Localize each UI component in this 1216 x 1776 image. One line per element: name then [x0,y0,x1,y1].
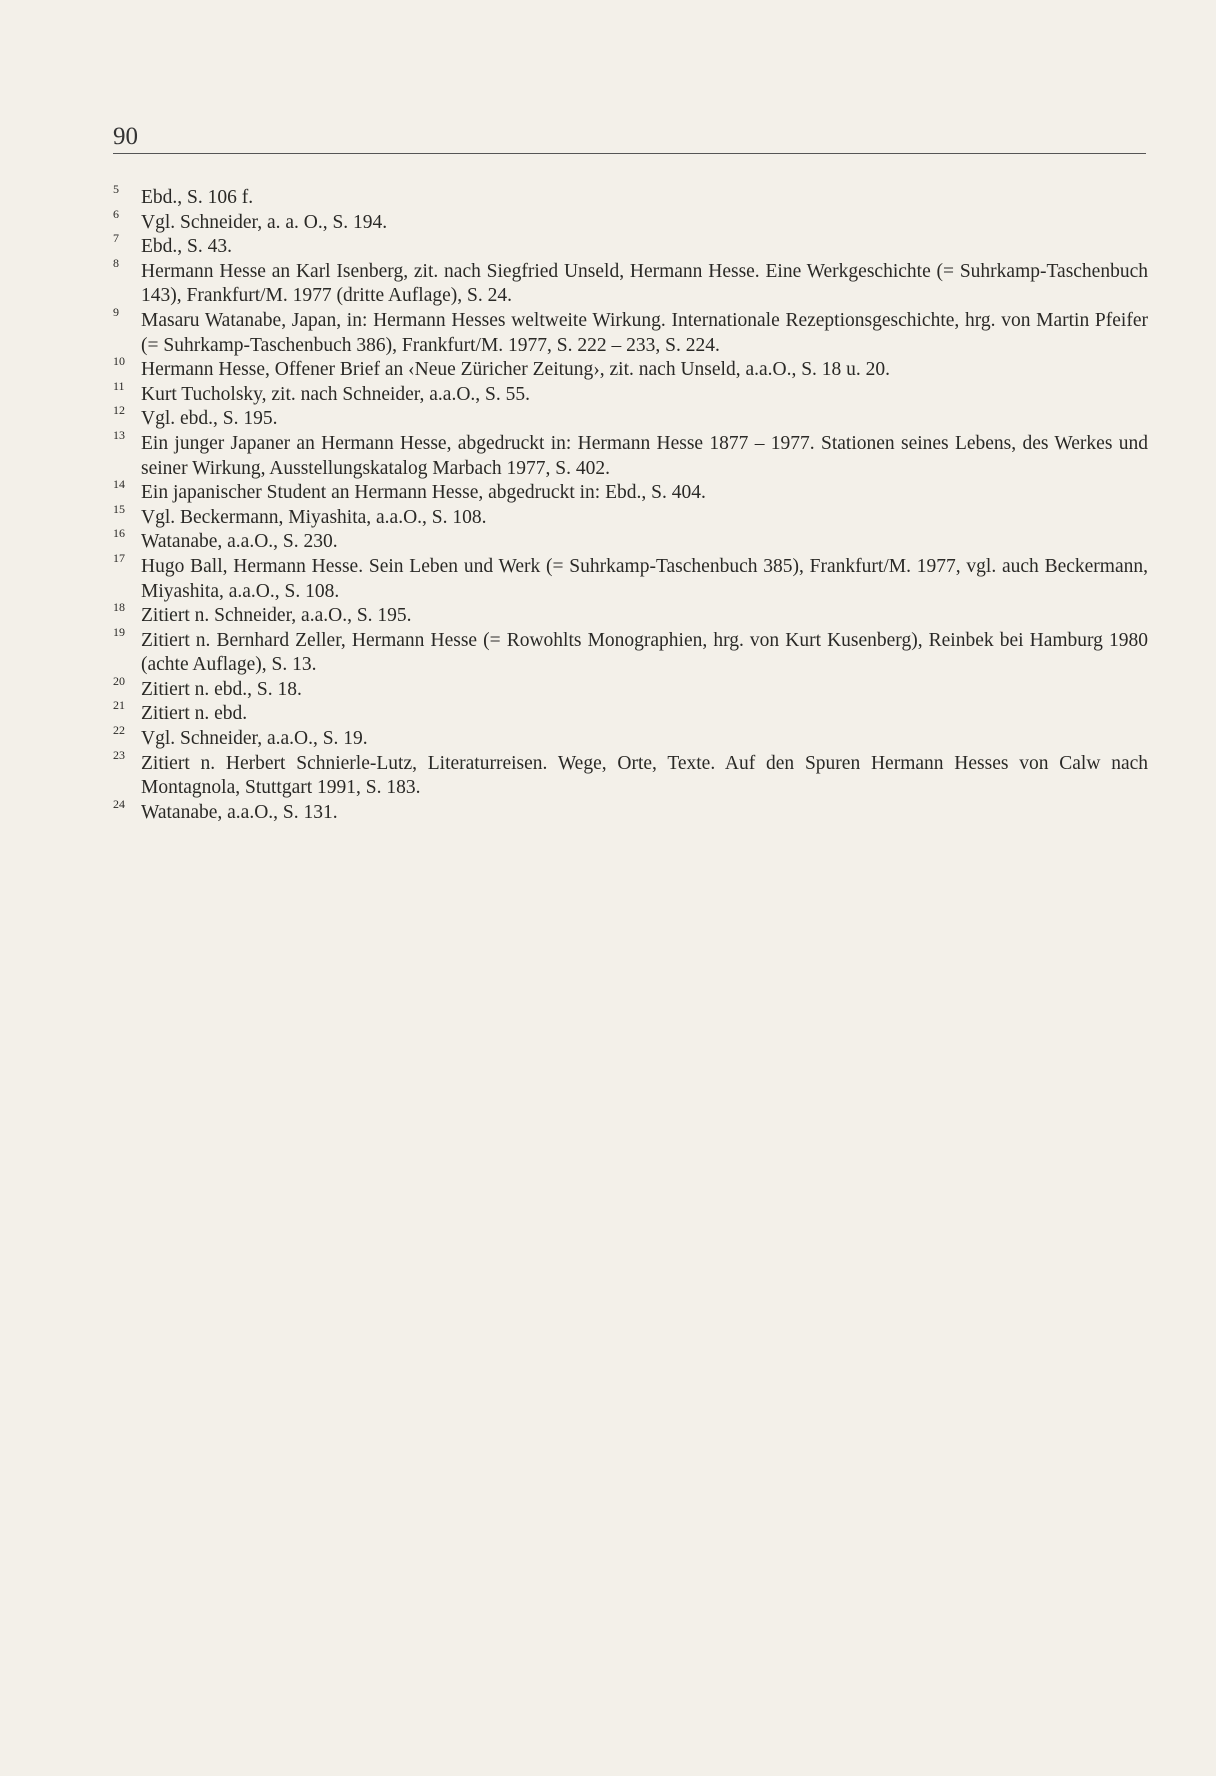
footnote-text: Watanabe, a.a.O., S. 131. [141,801,338,823]
footnote-text: Ebd., S. 106 f. [141,187,254,208]
footnote [113,304,1148,358]
footnote-number: 14 [113,477,125,492]
footnote-number: 19 [113,624,125,639]
footnote [113,427,1148,481]
footnote-text: Zitiert n. ebd. [141,703,248,725]
footnote-number: 9 [113,304,119,319]
footnote-text: Vgl. Schneider, a.a.O., S. 19. [141,728,368,750]
page-number: 90 [113,123,138,150]
footnote [113,624,1148,678]
footnote [113,378,1148,408]
footnote-number: 13 [113,427,125,442]
footnote-number: 18 [113,600,125,615]
footnote-number: 7 [113,231,119,246]
header-rule [113,153,1146,154]
footnote-number: 10 [113,354,125,369]
footnote [113,231,1148,260]
footnote-text: Watanabe, a.a.O., S. 230. [141,531,338,553]
footnote [113,723,1148,752]
footnote-text: Vgl. Beckermann, Miyashita, a.a.O., S. 108. [141,506,487,528]
footnote-number: 11 [113,378,125,393]
footnote-text: Hugo Ball, Hermann Hesse. Sein Leben und Werk (= Suhrkamp-Taschenbuch 385), Frankfurt/M. 1977, vgl. auch Beckermann, Miyashita, a.a.O., S. 108. [141,555,1148,602]
footnote-number: 6 [113,206,119,221]
footnote-number: 22 [113,723,125,738]
footnote-number: 16 [113,526,125,541]
footnote-number: 17 [113,550,125,565]
footnote [113,673,1148,703]
footnote [113,182,1148,211]
footnote-text: Zitiert n. ebd., S. 18. [141,678,302,700]
footnote [113,477,1148,506]
footnote-text: Ebd., S. 43. [141,236,233,258]
footnote [113,206,1148,236]
footnote-number: 8 [113,255,119,270]
footnote-number: 12 [113,403,125,418]
footnote-text: Hermann Hesse, Offener Brief an ‹Neue Züricher Zeitung›, zit. nach Unseld, a.a.O., S. 18 u. 20. [141,359,891,381]
footnote-number: 15 [113,501,125,516]
footnote-list [113,182,1148,825]
footnote-text: Zitiert n. Bernhard Zeller, Hermann Hesse (= Rowohlts Monographien, hrg. von Kurt Kusenberg), Reinbek bei Hamburg 1980 (achte Auflage), S. 13. [141,629,1148,676]
footnote-number: 24 [113,796,125,811]
footnote [113,796,1148,826]
footnote [113,747,1148,801]
footnote-number: 23 [113,747,125,762]
footnote-text: Ein junger Japaner an Hermann Hesse, abgedruckt in: Hermann Hesse 1877 – 1977. Stationen seines Lebens, des Werkes und seiner Wirkung, Ausstellungskatalog Marbach 1977, S. 402. [141,432,1148,479]
footnote-text: Vgl. ebd., S. 195. [141,408,278,430]
footnote [113,255,1148,309]
footnote [113,698,1148,727]
footnote-number: 20 [113,673,125,688]
footnote-text: Kurt Tucholsky, zit. nach Schneider, a.a.O., S. 55. [141,383,530,405]
footnote [113,501,1148,531]
footnote-number: 5 [113,182,119,196]
footnote-text: Ein japanischer Student an Hermann Hesse, abgedruckt in: Ebd., S. 404. [141,482,706,504]
footnote [113,526,1148,555]
footnote-number: 21 [113,698,125,713]
footnote-text: Vgl. Schneider, a. a. O., S. 194. [141,211,388,233]
footnote [113,354,1148,383]
footnote-text: Masaru Watanabe, Japan, in: Hermann Hesses weltweite Wirkung. Internationale Rezeptionsgeschichte, hrg. von Martin Pfeifer (= Suhrkamp-Taschenbuch 386), Frankfurt/M. 1977, S. 222 – 233, S. 224. [141,309,1148,356]
footnote-text: Hermann Hesse an Karl Isenberg, zit. nach Siegfried Unseld, Hermann Hesse. Eine Werkgeschichte (= Suhrkamp-Taschenbuch 143), Frankfurt/M. 1977 (dritte Auflage), S. 24. [141,260,1148,307]
footnote [113,550,1148,604]
footnote-text: Zitiert n. Schneider, a.a.O., S. 195. [141,605,412,627]
footnote-text: Zitiert n. Herbert Schnierle-Lutz, Literaturreisen. Wege, Orte, Texte. Auf den Spuren Hermann Hesses von Calw nach Montagnola, Stuttgart 1991, S. 183. [141,752,1148,799]
footnote [113,403,1148,432]
footnote [113,600,1148,629]
